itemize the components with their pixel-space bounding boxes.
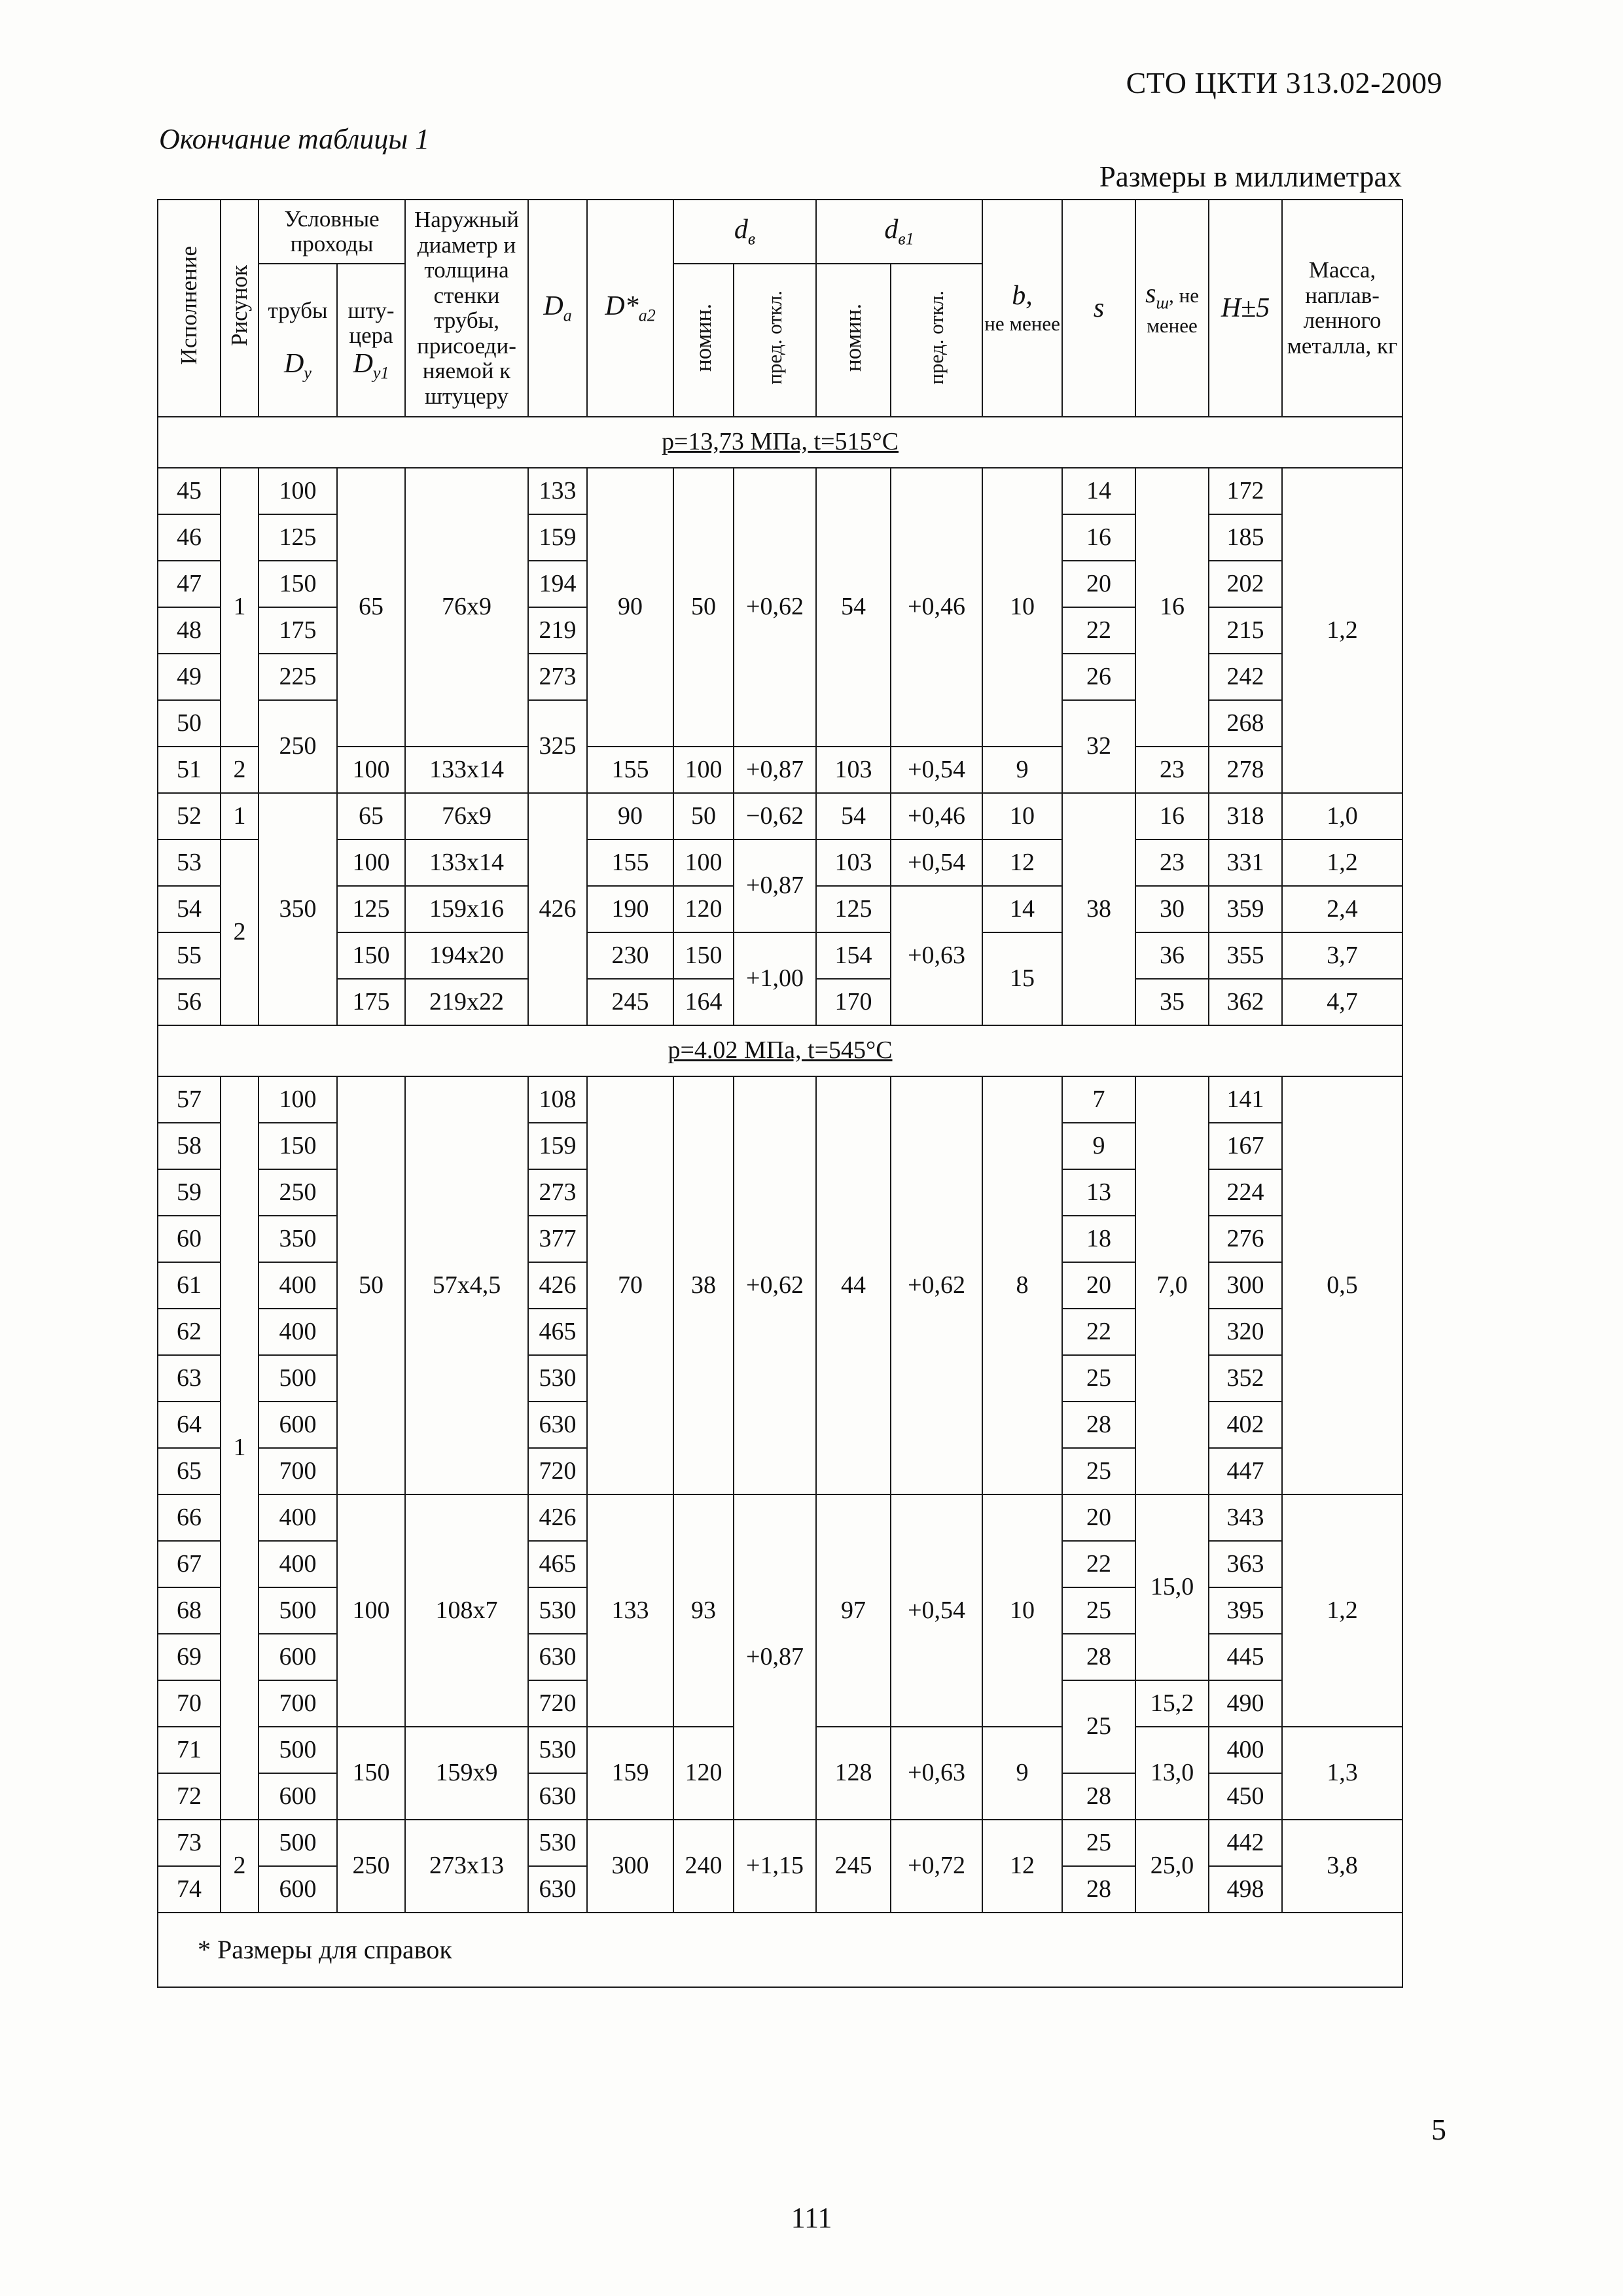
- table-row: 58 150 159 9 167: [158, 1123, 1402, 1169]
- table-row: 71 500 150 159x9 530 159 120 128 +0,63 9 13,0 400 1,3: [158, 1727, 1402, 1773]
- table-row: 65 700 720 25 447: [158, 1448, 1402, 1494]
- col-massa: Масса, наплав-ленного металла, кг: [1282, 200, 1402, 417]
- table-caption: Окончание таблицы 1: [159, 123, 430, 155]
- col-dv-pred: пред. откл.: [734, 264, 816, 417]
- col-naruzhny-diametr: Наружный диаметр и толщина стенки трубы, присоеди-няемой к штуцеру: [405, 200, 528, 417]
- col-risunok: Рисунок: [221, 200, 259, 417]
- col-dv-nomin: номин.: [673, 264, 734, 417]
- table-row: 67 400 465 22 363: [158, 1541, 1402, 1587]
- table-row: 66 400 100 108x7 426 133 93 +0,87 97 +0,54 10 20 15,0 343 1,2: [158, 1494, 1402, 1541]
- table-row: 47 150 194 20 202: [158, 561, 1402, 607]
- table-row: 70 700 720 25 15,2 490: [158, 1680, 1402, 1727]
- table-row: 55 150 194x20 230 150 +1,00 154 15 36 355 3,7: [158, 932, 1402, 979]
- table-row: 62 400 465 22 320: [158, 1309, 1402, 1355]
- table-row: 46 125 159 16 185: [158, 514, 1402, 561]
- table-row: 57 1 100 50 57x4,5 108 70 38 +0,62 44 +0,62 8 7 7,0 141 0,5: [158, 1076, 1402, 1123]
- table-row: 72 600 630 28 450: [158, 1773, 1402, 1820]
- table-row: 64 600 630 28 402: [158, 1402, 1402, 1448]
- page-number: 111: [791, 2202, 832, 2234]
- col-h: H±5: [1209, 200, 1282, 417]
- col-dv1-nomin: номин.: [816, 264, 891, 417]
- table-row: 56 175 219x22 245 164 170 35 362 4,7: [158, 979, 1402, 1025]
- table-row: 45 1 100 65 76x9 133 90 50 +0,62 54 +0,46 10 14 16 172 1,2: [158, 468, 1402, 514]
- table-row: 54 125 159x16 190 120 125 +0,63 14 30 359 2,4: [158, 886, 1402, 932]
- section-row: p=13,73 МПа, t=515°C: [158, 417, 1402, 468]
- col-truby: трубы $D_y$: [259, 264, 337, 417]
- col-da2: $D*_{a2}$: [587, 200, 673, 417]
- table-row: 74 600 630 28 498: [158, 1866, 1402, 1913]
- table-row: 69 600 630 28 445: [158, 1634, 1402, 1680]
- table-row: 53 2 100 133x14 155 100 +0,87 103 +0,54 12 23 331 1,2: [158, 839, 1402, 886]
- units-note: Размеры в миллиметрах: [1099, 160, 1402, 193]
- table-row: 48 175 219 22 215: [158, 607, 1402, 654]
- table-row: 61 400 426 20 300: [158, 1262, 1402, 1309]
- table-row: 59 250 273 13 224: [158, 1169, 1402, 1216]
- document-code: СТО ЦКТИ 313.02-2009: [1126, 66, 1442, 99]
- col-dv1-pred: пред. откл.: [891, 264, 982, 417]
- col-dv: $d_в$: [673, 200, 816, 264]
- section-page-number: 5: [1431, 2113, 1446, 2146]
- col-shtucera: шту-цера $D_{y1}$: [337, 264, 405, 417]
- col-b: b, не менее: [982, 200, 1062, 417]
- footnote-row: [158, 1913, 1402, 1987]
- section-row: p=4.02 МПа, t=545°C: [158, 1025, 1402, 1076]
- table-row: 50 250 325 32 268: [158, 700, 1402, 747]
- col-dv1: $d_{в1}$: [816, 200, 982, 264]
- col-ispolnenie: Исполнение: [158, 200, 221, 417]
- table-row: 63 500 530 25 352: [158, 1355, 1402, 1402]
- table-row: 60 350 377 18 276: [158, 1216, 1402, 1262]
- table-row: 49 225 273 26 242: [158, 654, 1402, 700]
- footnote: * Размеры для справок: [158, 1913, 1402, 1987]
- col-s-sh: $s_ш$, не менее: [1135, 200, 1209, 417]
- table-row: 73 2 500 250 273x13 530 300 240 +1,15 245 +0,72 12 25 25,0 442 3,8: [158, 1820, 1402, 1866]
- col-uslovnye-prohody: Условные проходы: [259, 200, 405, 264]
- table-row: 68 500 530 25 395: [158, 1587, 1402, 1634]
- table-row: 51 2 100 133x14 155 100 +0,87 103 +0,54 9 23 278: [158, 747, 1402, 793]
- dimensions-table: [157, 199, 1403, 1988]
- col-da: $D_a$: [528, 200, 587, 417]
- col-s: s: [1062, 200, 1135, 417]
- table-row: 52 1 350 65 76x9 426 90 50 −0,62 54 +0,46 10 38 16 318 1,0: [158, 793, 1402, 839]
